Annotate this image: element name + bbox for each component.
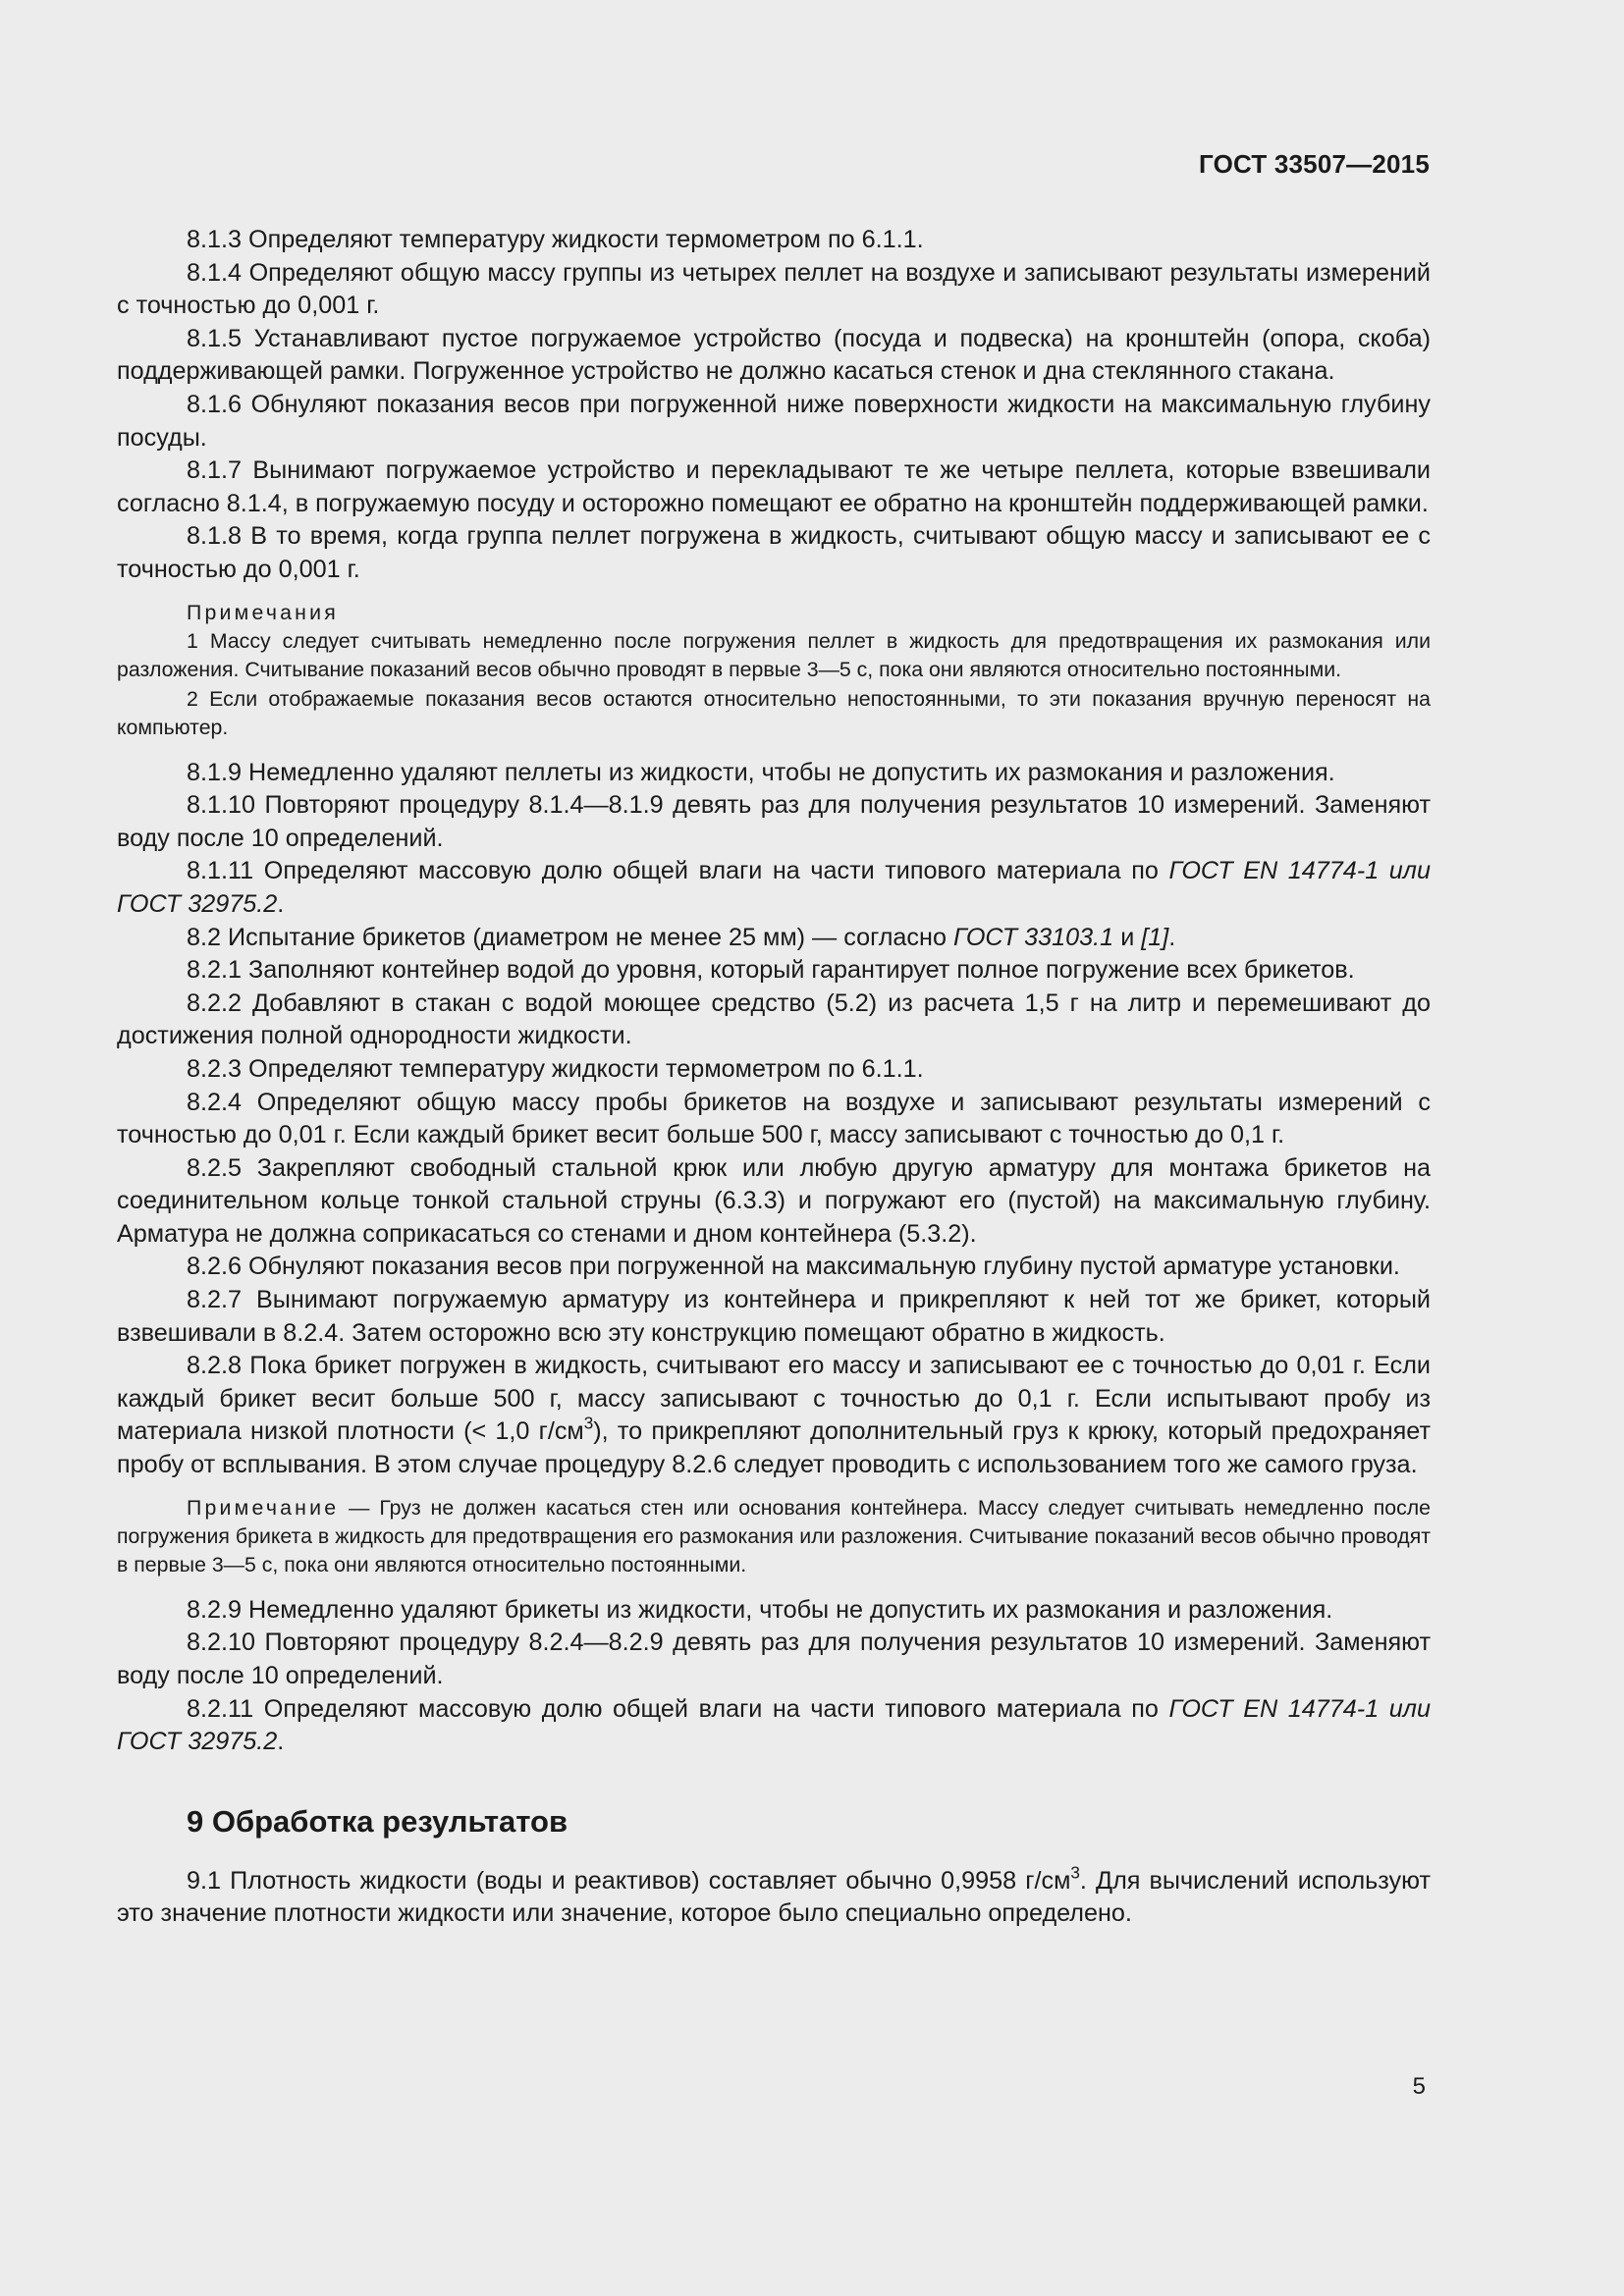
superscript: 3	[583, 1413, 594, 1433]
note-text: Груз не должен касаться стен или основания контейнера. Массу следует считывать немедленно после погружения брикета в жидкость для предотвращения его размокания или разложения. Считывание показаний весов обычно проводят в первые 3—5 с, пока они являются относительно постоянными.	[117, 1495, 1432, 1577]
paragraph-8-2-11	[117, 1693, 1431, 1759]
paragraph-9-1	[117, 1862, 1432, 1931]
paragraph-8-1-8: 8.1.8 В то время, когда группа пеллет погружена в жидкость, считывают общую массу и записывают ее с точностью до 0,001 г.	[117, 522, 1431, 583]
paragraph-8-2-2: 8.2.2 Добавляют в стакан с водой моющее средство (5.2) из расчета 1,5 г на литр и перемешивают до достижения полной однородности жидкости.	[117, 988, 1431, 1050]
paragraph-8-2-9: 8.2.9 Немедленно удаляют брикеты из жидкости, чтобы не допустить их размокания и разложения.	[187, 1595, 1333, 1624]
notes-block-2	[117, 1494, 1431, 1580]
note-single	[117, 1494, 1431, 1580]
paragraph-8-1-3: 8.1.3 Определяют температуру жидкости термометром по 6.1.1.	[187, 226, 924, 253]
paragraph-8-2-1: 8.2.1 Заполняют контейнер водой до уровня, который гарантирует полное погружение всех брикетов.	[187, 956, 1355, 985]
page-number: 5	[1412, 2073, 1426, 2100]
notes-block-1	[117, 599, 1431, 743]
notes-title: Примечания	[187, 600, 339, 624]
document-body	[117, 224, 1431, 1931]
conjunction: и	[1113, 923, 1142, 951]
section-heading-9: 9 Обработка результатов	[187, 1803, 568, 1839]
paragraph-8-2-3: 8.2.3 Определяют температуру жидкости термометром по 6.1.1.	[187, 1054, 924, 1083]
note-label: Примечание	[187, 1495, 340, 1520]
paragraph-9-1-text: 9.1 Плотность жидкости (воды и реактивов) составляет обычно 0,9958 г/см	[187, 1866, 1071, 1895]
paragraph-8-2-6: 8.2.6 Обнуляют показания весов при погруженной на максимальную глубину пустой арматуре установки.	[187, 1253, 1400, 1281]
paragraph-end: .	[1168, 923, 1176, 951]
paragraph-8-1-5: 8.1.5 Устанавливают пустое погружаемое устройство (посуда и подвеска) на кронштейн (опора, скоба) поддерживающей рамки. Погруженное устройство не должно касаться стенок и дна стеклянного стакана.	[117, 324, 1431, 386]
paragraph-8-2-4: 8.2.4 Определяют общую массу пробы брикетов на воздухе и записывают результаты измерений с точностью до 0,01 г. Если каждый брикет весит больше 500 г, массу записывают с точностью до 0,1 г.	[117, 1088, 1431, 1149]
paragraph-8-1-6: 8.1.6 Обнуляют показания весов при погруженной ниже поверхности жидкости на максимальную глубину посуды.	[117, 390, 1431, 452]
paragraph-8-2-5: 8.2.5 Закрепляют свободный стальной крюк или любую другую арматуру для монтажа брикетов на соединительном кольце тонкой стальной струны (6.3.3) и погружают его (пустой) на максимальную глубину. Арматура не должна соприкасаться со стенами и дном контейнера (5.3.2).	[117, 1153, 1431, 1248]
paragraph-8-2-8-continuation: ), то прикрепляют дополнительный груз к крюку, который предохраняет пробу от всплывания. В этом случае процедуру 8.2.6 следует проводить с использованием того же самого груза.	[117, 1417, 1432, 1479]
note-dash: —	[339, 1495, 380, 1520]
paragraph-8-1-11	[117, 855, 1431, 921]
paragraph-8-2-8-text: 8.2.8 Пока брикет погружен в жидкость, считывают его массу и записывают ее с точностью до 0,01 г. Если каждый брикет весит больше 500 г, массу записывают с точностью до 0,1 г. Если испытывают пробу из материала низкой плотности (< 1,0 г/см	[117, 1352, 1431, 1446]
paragraph-end: .	[277, 889, 285, 918]
paragraph-8-1-4: 8.1.4 Определяют общую массу группы из четырех пеллет на воздухе и записывают результаты измерений с точностью до 0,001 г.	[117, 258, 1431, 320]
paragraph-8-2-8	[117, 1350, 1431, 1481]
paragraph-end: .	[277, 1728, 285, 1756]
note-1: 1 Массу следует считывать немедленно после погружения пеллет в жидкость для предотвращения их размокания или разложения. Считывание показаний весов обычно проводят в первые 3—5 с, пока они являются относительно постоянными.	[117, 628, 1431, 682]
standard-reference: ГОСТ EN 14774-1 или ГОСТ 32975.2	[117, 1694, 1431, 1756]
note-2: 2 Если отображаемые показания весов остаются относительно непостоянными, то эти показания вручную переносят на компьютер.	[117, 686, 1431, 740]
paragraph-8-2-10: 8.2.10 Повторяют процедуру 8.2.4—8.2.9 девять раз для получения результатов 10 измерений. Заменяют воду после 10 определений.	[117, 1629, 1431, 1690]
superscript: 3	[1070, 1862, 1080, 1883]
standard-reference: ГОСТ 33103.1	[952, 923, 1114, 951]
paragraph-8-2	[117, 922, 1431, 955]
paragraph-8-2-7: 8.2.7 Вынимают погружаемую арматуру из контейнера и прикрепляют к ней тот же брикет, который взвешивали в 8.2.4. Затем осторожно всю эту конструкцию помещают обратно в жидкость.	[117, 1286, 1431, 1347]
paragraph-8-2-text: 8.2 Испытание брикетов (диаметром не менее 25 мм) — согласно	[187, 923, 953, 951]
paragraph-8-1-11-text: 8.1.11 Определяют массовую долю общей влаги на части типового материала по	[187, 857, 1169, 885]
paragraph-8-2-11-text: 8.2.11 Определяют массовую долю общей влаги на части типового материала по	[187, 1694, 1169, 1723]
paragraph-8-1-10: 8.1.10 Повторяют процедуру 8.1.4—8.1.9 девять раз для получения результатов 10 измерений. Заменяют воду после 10 определений.	[117, 791, 1431, 852]
paragraph-8-1-7: 8.1.7 Вынимают погружаемое устройство и перекладывают те же четыре пеллета, которые взвешивали согласно 8.1.4, в погружаемую посуду и осторожно помещают ее обратно на кронштейн поддерживающей рамки.	[117, 456, 1431, 517]
paragraph-8-1-9: 8.1.9 Немедленно удаляют пеллеты из жидкости, чтобы не допустить их размокания и разложения.	[187, 758, 1335, 786]
standard-reference: ГОСТ EN 14774-1 или ГОСТ 32975.2	[117, 857, 1431, 918]
standard-designation: ГОСТ 33507—2015	[1199, 149, 1430, 179]
paragraph-9-1-continuation: . Для вычислений используют это значение плотности жидкости или значение, которое было специально определено.	[117, 1866, 1432, 1928]
bibliography-reference: [1]	[1141, 923, 1169, 951]
